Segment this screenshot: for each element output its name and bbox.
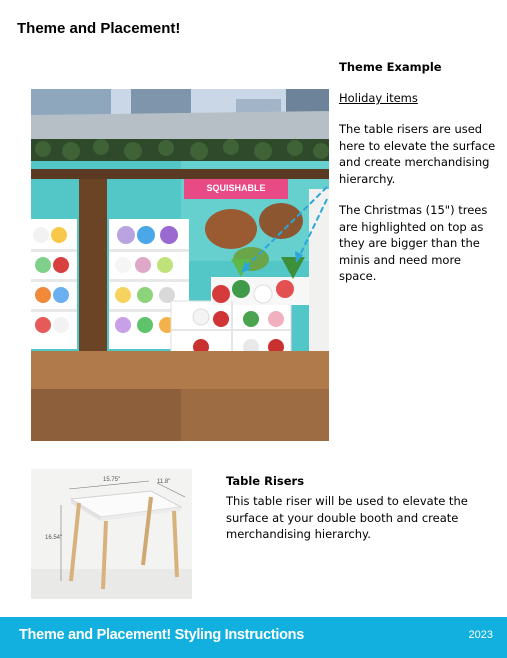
table-riser-photo (31, 469, 192, 599)
page-title: Theme and Placement! (17, 20, 181, 37)
booth-photo (31, 89, 329, 441)
footer-bar (0, 617, 507, 658)
table-risers-description: This table riser will be used to elevate the surface at your double booth and create merchandising hierarchy. (226, 494, 468, 541)
dimension-depth-label: 11.8" (157, 479, 171, 485)
table-risers-section (226, 473, 486, 543)
theme-paragraph-2: The Christmas (15") trees are highlighted on top as they are bigger than the minis and need more space. (339, 203, 488, 283)
theme-example-heading: Theme Example (339, 60, 442, 74)
table-risers-heading: Table Risers (226, 474, 305, 488)
footer-title: Theme and Placement! Styling Instructions (19, 627, 305, 643)
holiday-items-subheading: Holiday items (339, 91, 418, 105)
dimension-width-label: 15.75" (103, 477, 121, 483)
footer-year: 2023 (468, 629, 493, 641)
dimension-height-label: 16.54" (45, 535, 63, 541)
theme-paragraph-1: The table risers are used here to elevate the surface and create merchandising hierarchy. (339, 122, 496, 186)
booth-sign-text: SQUISHABLE (206, 183, 266, 193)
theme-example-section (339, 59, 499, 285)
